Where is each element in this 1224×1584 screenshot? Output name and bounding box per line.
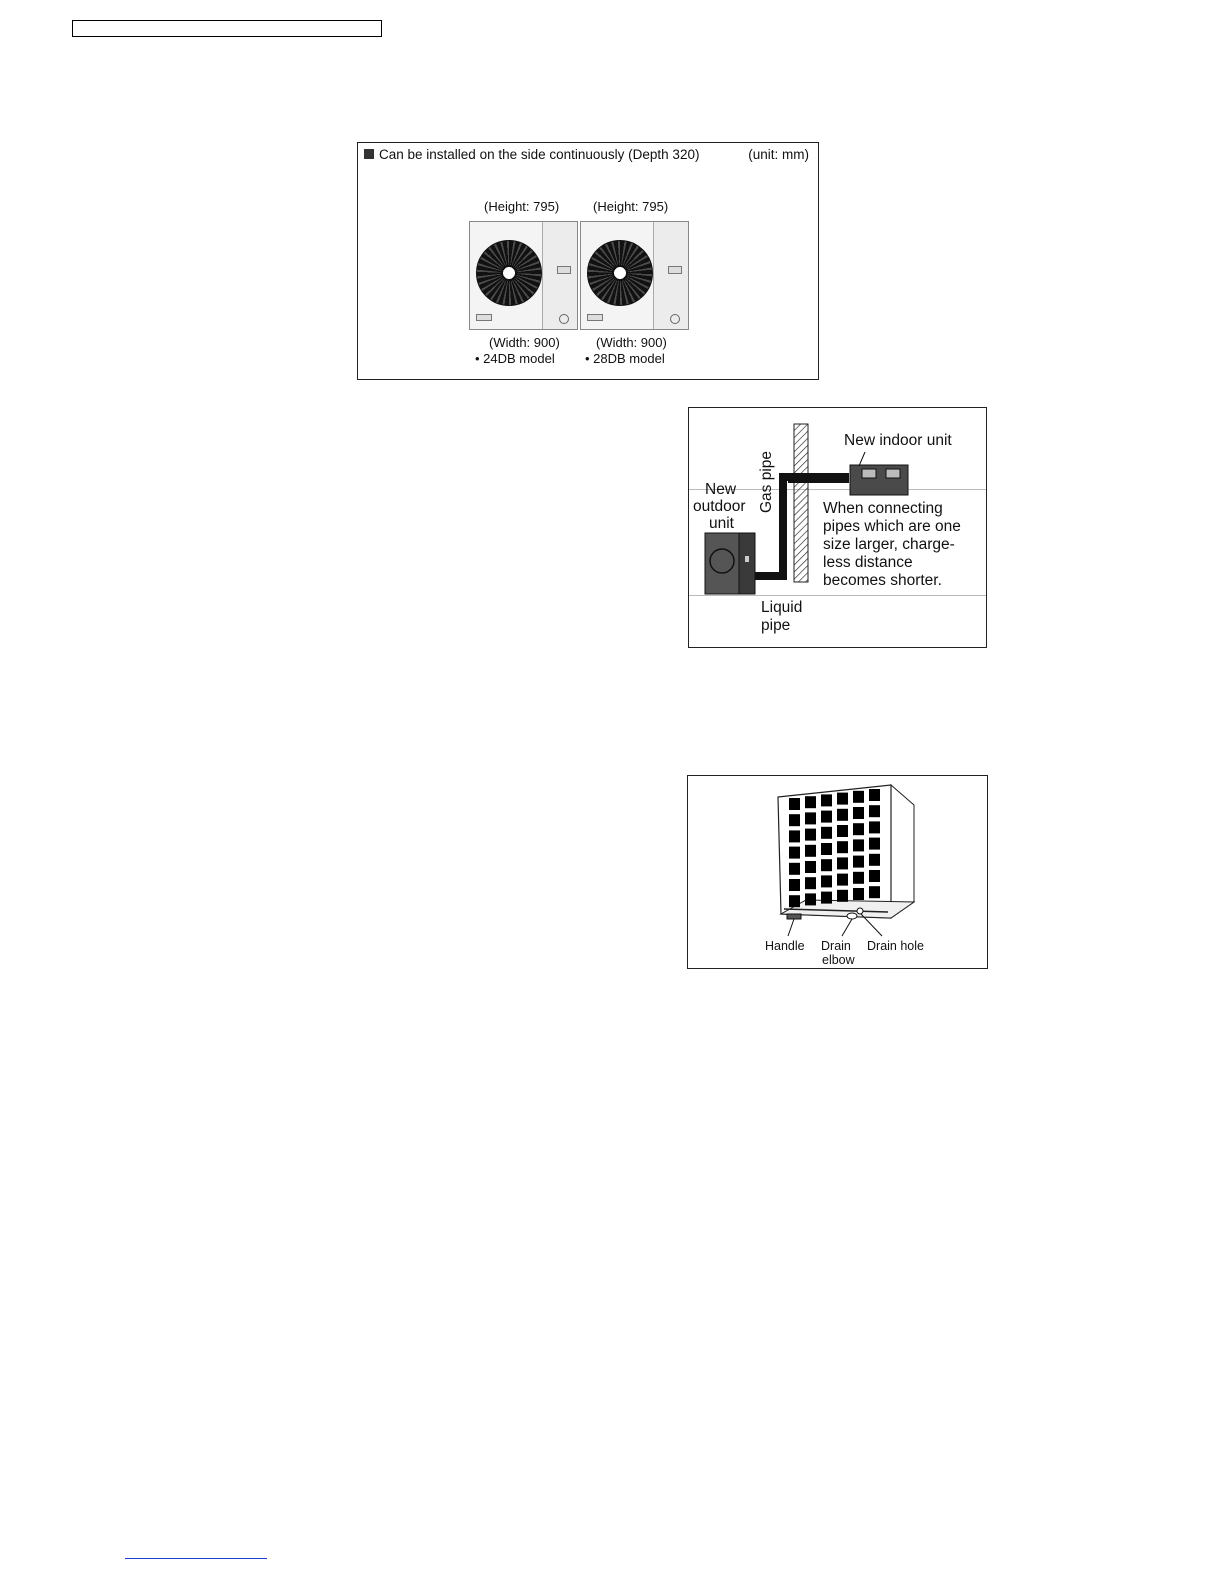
fan-grille-icon <box>476 240 542 306</box>
drain-hole-label: Drain hole <box>867 939 924 953</box>
liquid-pipe-label-line2: pipe <box>761 617 791 634</box>
wall <box>794 424 808 582</box>
fan-icon <box>710 549 734 573</box>
louvre-cell <box>837 890 848 902</box>
side-panel <box>542 222 577 329</box>
louvre-cell <box>789 814 800 826</box>
louvre-cell <box>821 811 832 823</box>
outdoor-unit-24db <box>469 221 578 330</box>
louvre-cell <box>821 859 832 871</box>
louvre-cell <box>853 791 864 803</box>
louvre-cell <box>821 892 832 904</box>
louvre-cell <box>805 845 816 857</box>
footer-link-underline <box>125 1558 267 1559</box>
louvre-cell <box>853 807 864 819</box>
unit-2-model: • 28DB model <box>585 351 665 366</box>
unit-2-height: (Height: 795) <box>593 199 669 214</box>
louvre-cell <box>837 825 848 837</box>
port-icon <box>745 556 749 562</box>
louvre-cell <box>853 888 864 900</box>
liquid-pipe-label-line1: Liquid <box>761 599 803 616</box>
gas-pipe-label: Gas pipe <box>758 450 775 513</box>
louvre-cell <box>805 893 816 905</box>
indoor-unit-port <box>862 469 876 478</box>
louvre-cell <box>805 877 816 889</box>
note-line4: less distance <box>823 554 913 571</box>
louvre-cell <box>853 823 864 835</box>
leader-line <box>788 919 794 936</box>
outdoor-unit-side <box>739 533 755 594</box>
header-box <box>72 20 382 37</box>
louvre-cell <box>869 821 880 833</box>
louvre-cell <box>821 843 832 855</box>
vent-icon <box>668 266 682 274</box>
louvre-cell <box>869 789 880 801</box>
drain-elbow-label-line1: Drain <box>821 939 851 953</box>
outdoor-label-line2: outdoor <box>693 498 746 515</box>
unit-2-width: (Width: 900) <box>596 335 667 350</box>
louvre-cell <box>821 875 832 887</box>
figure-title <box>364 147 699 162</box>
leader-line <box>842 919 852 936</box>
outdoor-label-line3: unit <box>709 515 734 532</box>
drain-hole-icon <box>857 908 863 914</box>
drain-elbow-label-line2: elbow <box>822 953 855 967</box>
knob-icon <box>559 314 569 324</box>
louvre-cell <box>789 798 800 810</box>
louvre-cell <box>821 794 832 806</box>
note-line3: size larger, charge- <box>823 536 955 553</box>
louvre-cell <box>853 872 864 884</box>
louvre-cell <box>869 870 880 882</box>
louvre-cell <box>869 886 880 898</box>
unit-1-height: (Height: 795) <box>484 199 560 214</box>
unit-1-model: • 24DB model <box>475 351 555 366</box>
foot-icon <box>587 314 603 321</box>
piping-diagram <box>688 407 987 648</box>
louvre-cell <box>837 793 848 805</box>
note-line5: becomes shorter. <box>823 572 942 589</box>
louvre-cell <box>869 805 880 817</box>
unit-1-width: (Width: 900) <box>489 335 560 350</box>
louvre-cell <box>805 812 816 824</box>
side-installation-figure <box>357 142 819 380</box>
louvre-cell <box>789 895 800 907</box>
louvre-cell <box>805 829 816 841</box>
vent-icon <box>557 266 571 274</box>
louvre-cell <box>837 874 848 886</box>
unit-side-face <box>891 785 914 918</box>
unit-label: (unit: mm) <box>748 147 809 162</box>
square-bullet-icon <box>364 149 374 159</box>
louvre-cell <box>837 841 848 853</box>
knob-icon <box>670 314 680 324</box>
note-line2: pipes which are one <box>823 518 961 535</box>
louvre-cell <box>789 830 800 842</box>
louvre-cell <box>789 863 800 875</box>
louvre-cell <box>789 847 800 859</box>
louvre-cell <box>805 796 816 808</box>
handle-icon <box>787 914 801 919</box>
outdoor-unit-28db <box>580 221 689 330</box>
louvre-cell <box>837 857 848 869</box>
indoor-unit-label: New indoor unit <box>844 432 952 449</box>
figure-title-text: Can be installed on the side continuously (Depth 320) <box>379 147 700 162</box>
louvre-cell <box>853 839 864 851</box>
outdoor-label-line1: New <box>705 481 737 498</box>
louvre-cell <box>853 856 864 868</box>
indoor-unit-port <box>886 469 900 478</box>
louvre-cell <box>821 827 832 839</box>
foot-icon <box>476 314 492 321</box>
louvre-cell <box>837 809 848 821</box>
drain-figure <box>687 775 988 969</box>
leader-line <box>859 452 865 466</box>
drain-elbow-icon <box>847 913 857 919</box>
louvre-cell <box>789 879 800 891</box>
louvre-cell <box>869 838 880 850</box>
note-line1: When connecting <box>823 500 943 517</box>
side-panel <box>653 222 688 329</box>
louvre-cell <box>805 861 816 873</box>
handle-label: Handle <box>765 939 805 953</box>
fan-grille-icon <box>587 240 653 306</box>
louvre-cell <box>869 854 880 866</box>
